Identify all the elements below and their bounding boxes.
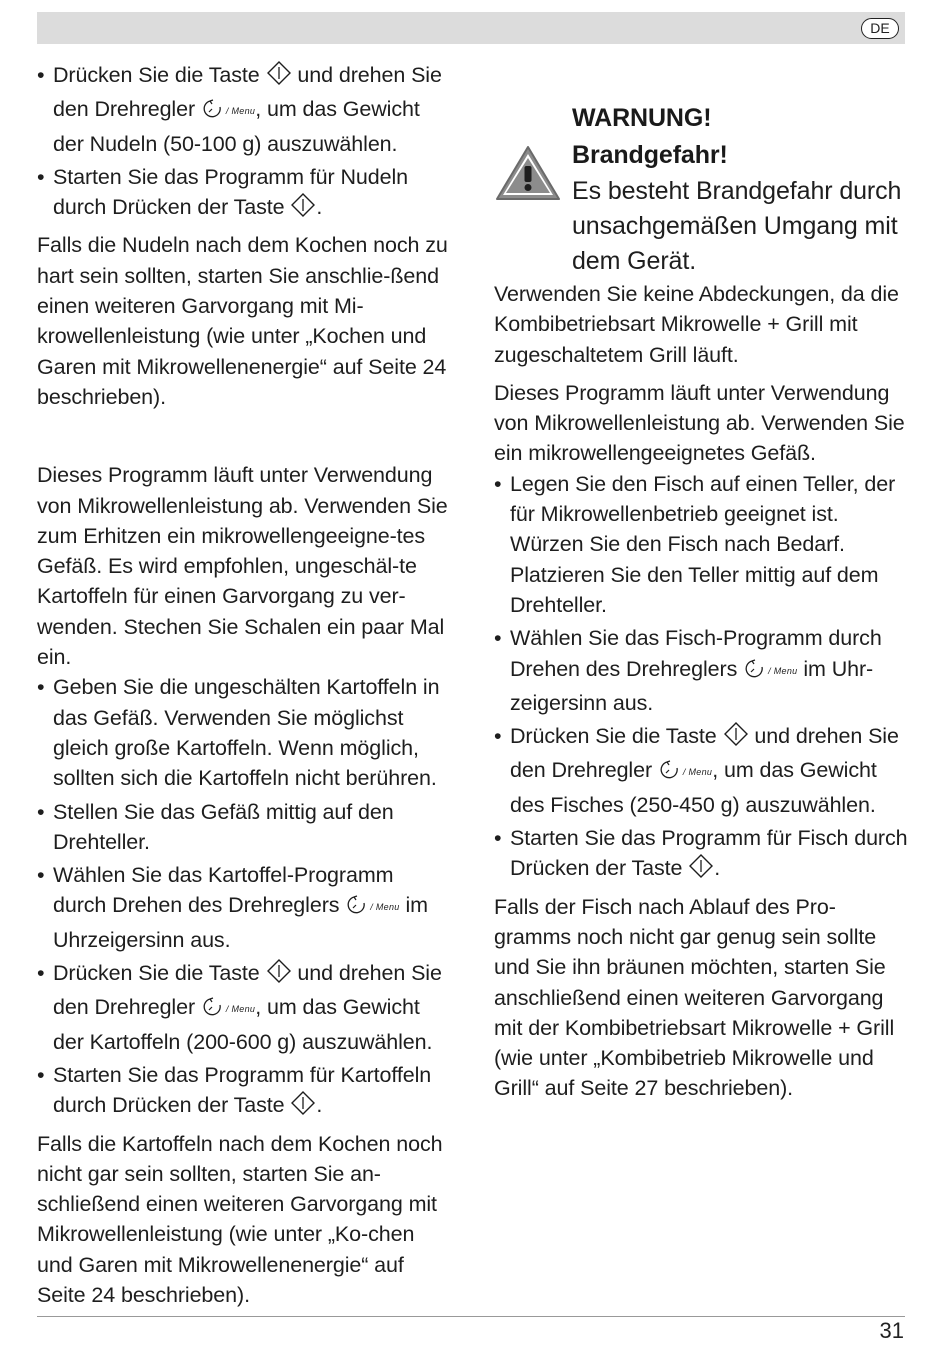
- warning-triangle-icon: [494, 144, 562, 210]
- list-item: • Geben Sie die ungeschälten Kartoffeln in das Gefäß. Verwenden Sie möglichst gleich große Kartoffeln. Wenn möglich, sollten sich die Kartoffeln nicht berühren.: [37, 672, 452, 793]
- rotary-dial-icon: [345, 894, 369, 924]
- paragraph: Dieses Programm läuft unter Verwendung von Mikrowellenleistung ab. Verwenden Sie ein mikrowellengeeignetes Gefäß.: [494, 380, 905, 466]
- warning-box: [494, 100, 908, 279]
- language-badge: DE: [861, 18, 899, 39]
- list-item: • Starten Sie das Programm für Kartoffeln durch Drücken der Taste .: [37, 1060, 452, 1125]
- rotary-dial-icon: [201, 996, 225, 1026]
- paragraph: Falls der Fisch nach Ablauf des Pro-gramms noch nicht gar genug sein sollte und Sie ihn bräunen möchten, starten Sie anschließend einen weiteren Garvorgang mit der Kombibetriebsart Mikrowelle + Grill (wie unter „Kombibetrieb Mikrowelle und Grill“ auf Seite 27 beschrieben).: [494, 894, 895, 1101]
- menu-label: / Menu: [682, 767, 713, 778]
- rotary-dial-icon: [201, 98, 225, 128]
- warning-text: Es besteht Brandgefahr durch unsachgemäßen Umgang mit dem Gerät.: [572, 177, 902, 275]
- warning-subtitle: Brandgefahr!: [572, 141, 728, 169]
- rotary-dial-icon: [658, 759, 682, 789]
- fish-steps: [494, 469, 908, 888]
- rotary-dial-icon: [743, 658, 767, 688]
- header-bar: [37, 12, 905, 44]
- start-key-icon: [688, 853, 714, 887]
- warning-title: WARNUNG!: [572, 104, 712, 132]
- list-item: • Drücken Sie die Taste und drehen Sie den Drehregler / Menu, um das Gewicht der Nudeln (50-100 g) auszuwählen.: [37, 60, 452, 159]
- list-item: • Starten Sie das Programm für Fisch durch Drücken der Taste .: [494, 823, 908, 888]
- potato-steps: [37, 672, 452, 1124]
- paragraph: Verwenden Sie keine Abdeckungen, da die Kombibetriebsart Mikrowelle + Grill mit zugeschaltetem Grill läuft.: [494, 282, 899, 367]
- list-item: • Legen Sie den Fisch auf einen Teller, der für Mikrowellenbetrieb geeignet ist. Würzen Sie den Fisch nach Bedarf. Platzieren Sie den Teller mittig auf dem Drehteller.: [494, 469, 908, 620]
- start-key-icon: [266, 60, 292, 94]
- menu-label: / Menu: [225, 106, 256, 117]
- list-item: • Wählen Sie das Kartoffel-Programm durch Drehen des Drehreglers / Menu im Uhrzeigersinn aus.: [37, 860, 452, 955]
- menu-label: / Menu: [768, 665, 798, 676]
- pasta-steps: [37, 60, 452, 226]
- list-item: • Drücken Sie die Taste und drehen Sie den Drehregler / Menu, um das Gewicht der Kartoffeln (200-600 g) auszuwählen.: [37, 958, 452, 1057]
- list-item: • Drücken Sie die Taste und drehen Sie den Drehregler / Menu, um das Gewicht des Fisches (250-450 g) auszuwählen.: [494, 721, 908, 820]
- list-item: • Stellen Sie das Gefäß mittig auf den Drehteller.: [37, 797, 452, 858]
- right-column: [494, 60, 908, 1104]
- page-number: 31: [879, 1318, 904, 1343]
- start-key-icon: [290, 1090, 316, 1124]
- list-item: • Starten Sie das Programm für Nudeln durch Drücken der Taste .: [37, 162, 452, 227]
- left-column: [37, 60, 452, 1310]
- paragraph: Dieses Programm läuft unter Verwendung von Mikrowellenleistung ab. Verwenden Sie zum Erhitzen ein mikrowellengeeigne-tes Gefäß. Es wird empfohlen, ungeschäl-te Kartoffeln für einen Garvorgang zu ver-wenden. Stechen Sie Schalen ein paar Mal ein.: [37, 463, 448, 670]
- footer-divider: [37, 1316, 905, 1317]
- paragraph: Falls die Kartoffeln nach dem Kochen noch nicht gar sein sollten, starten Sie an-schließend einen weiteren Garvorgang mit Mikrowellenleistung (wie unter „Ko-chen und Garen mit Mikrowellenenergie“ auf Seite 24 beschrieben).: [37, 1131, 443, 1307]
- start-key-icon: [290, 192, 316, 226]
- start-key-icon: [266, 958, 292, 992]
- start-key-icon: [723, 721, 749, 755]
- list-item: • Wählen Sie das Fisch-Programm durch Drehen des Drehreglers / Menu im Uhr-zeigersinn aus.: [494, 623, 908, 718]
- menu-label: / Menu: [370, 902, 400, 913]
- paragraph: Falls die Nudeln nach dem Kochen noch zu hart sein sollten, starten Sie anschlie-ßend einen weiteren Garvorgang mit Mi-krowellenleistung (wie unter „Kochen und Garen mit Mikrowellenenergie“ auf Seite 24 beschrieben).: [37, 233, 448, 409]
- menu-label: / Menu: [225, 1004, 256, 1015]
